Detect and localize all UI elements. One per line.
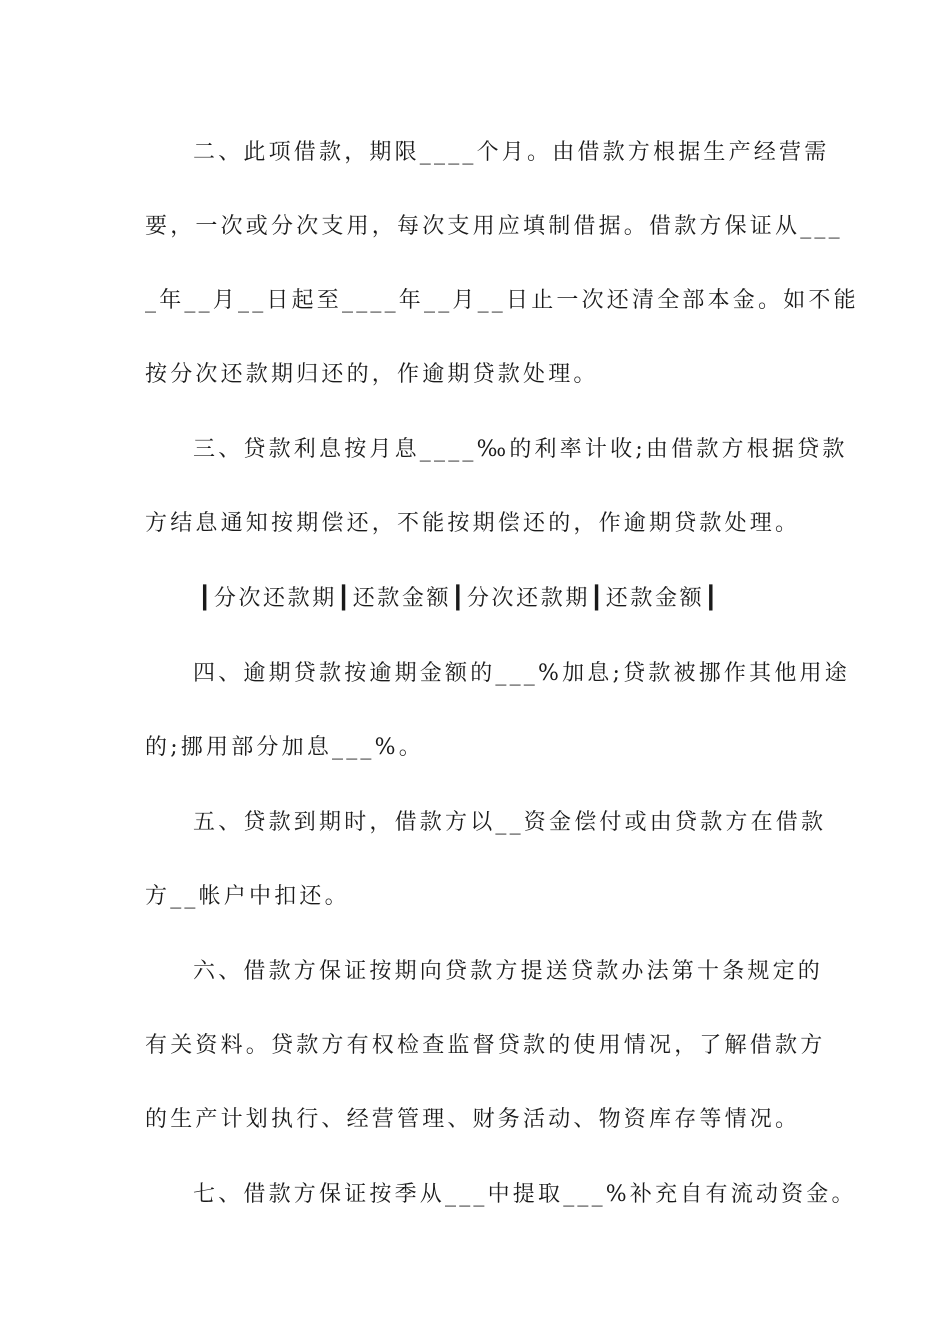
clause-6-line-2: 有关资料。贷款方有权检查监督贷款的使用情况，了解借款方	[145, 1033, 826, 1058]
clause-2-line-2: 要，一次或分次支用，每次支用应填制借据。借款方保证从___	[145, 214, 843, 239]
clause-6-line-1: 六、借款方保证按期向贷款方提送贷款办法第十条规定的	[193, 959, 824, 984]
clause-2-line-3: _年__月__日起至____年__月__日止一次还清全部本金。如不能	[145, 288, 859, 313]
clause-3-line-2: 方结息通知按期偿还，不能按期偿还的，作逾期贷款处理。	[145, 511, 801, 536]
clause-4-line-1: 四、逾期贷款按逾期金额的___%加息;贷款被挪作其他用途	[193, 661, 850, 686]
clause-2-line-1: 二、此项借款，期限____个月。由借款方根据生产经营需	[193, 140, 830, 165]
clause-2-line-4: 按分次还款期归还的，作逾期贷款处理。	[145, 362, 599, 387]
clause-7-line-1: 七、借款方保证按季从___中提取___%补充自有流动资金。	[193, 1182, 857, 1207]
clause-6-line-3: 的生产计划执行、经营管理、财务活动、物资库存等情况。	[145, 1107, 801, 1132]
clause-4-line-2: 的;挪用部分加息___%。	[145, 735, 424, 760]
clause-3-line-1: 三、贷款利息按月息____‰的利率计收;由借款方根据贷款	[193, 437, 848, 462]
clause-5-line-1: 五、贷款到期时，借款方以__资金偿付或由贷款方在借款	[193, 810, 827, 835]
clause-5-line-2: 方__帐户中扣还。	[145, 884, 350, 909]
repayment-table-header: ┃分次还款期┃还款金额┃分次还款期┃还款金额┃	[198, 586, 721, 611]
